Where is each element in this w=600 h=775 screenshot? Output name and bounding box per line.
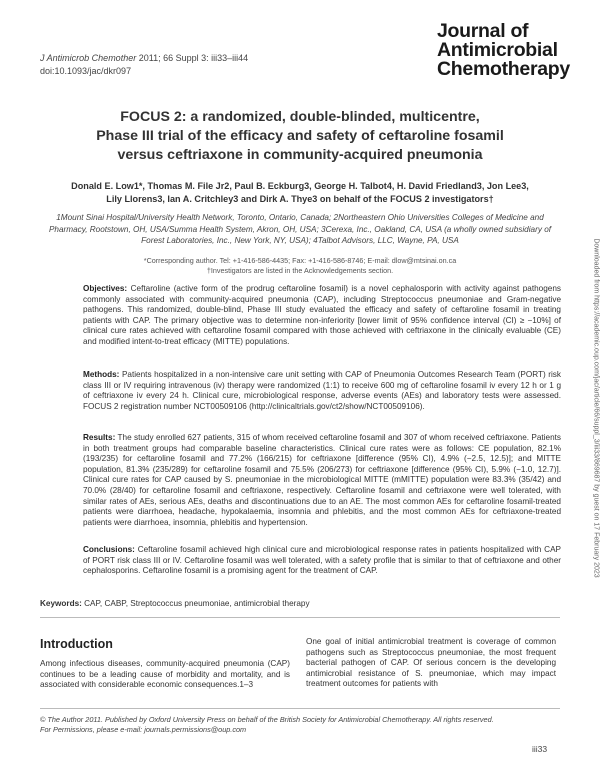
abstract-methods	[83, 370, 561, 412]
intro-left-column: Among infectious diseases, community-acquired pneumonia (CAP) continues to be a leading cause of morbidity and mortality, and is associated with considerable economic consequences.1–3	[40, 659, 290, 690]
journal-abbrev: J Antimicrob Chemother	[40, 53, 137, 63]
section-text: Ceftaroline (active form of the prodrug ceftaroline fosamil) is a novel cephalosporin with activity against pathogens commonly associated with community-acquired pneumonia (CAP), including Streptococcus pneumoniae and Gram-negative pathogens. This randomized, double-blind, Phase III study evaluated the efficacy and safety of ceftaroline fosamil in treating patients with CAP. The primary objective was to determine non-inferiority [lower limit of 95% confidence interval (CI) ≥ −10%] of clinical cure rates achieved with ceftaroline fosamil compared with those achieved with ceftriaxone in the clinically evaluable (CE) and modified intent-to-treat efficacy (MITTE) populations.	[83, 284, 561, 346]
abstract-results	[83, 433, 561, 528]
section-text: The study enrolled 627 patients, 315 of whom received ceftaroline fosamil and 307 of whom received ceftriaxone. Patients in both treatment groups had comparable baseline characteristics. Clinical cure rates were as follows: CE population, 82.1% (193/235) for ceftaroline fosamil and 77.2% (166/215) for ceftriaxone [difference (95% CI), 4.9% (−2.5, 12.5)]; and MITTE population, 81.3% (235/289) for ceftaroline fosamil and 75.5% (206/273) for ceftriaxone [difference (95% CI), 5.9% (−1.0, 12.7)]. Clinical cure rates for CAP caused by S. pneumoniae in the microbiological MITTE (mMITTE) population were 83.3% (35/42) and 70.0% (28/40) for ceftaroline fosamil and ceftriaxone, respectively. Ceftaroline fosamil and ceftriaxone were well tolerated, with similar rates of AEs, serious AEs, deaths and discontinuations due to an AE. The most common AEs for ceftaroline fosamil-treated patients were diarrhoea, headache, hypokalaemia, insomnia and phlebitis, and the most common AEs for ceftriaxone-treated patients were diarrhoea, insomnia, phlebitis and hypertension.	[83, 433, 561, 527]
section-text: Patients hospitalized in a non-intensive care unit setting with CAP of Pneumonia Outcomes Research Team (PORT) risk class III or IV requiring intravenous (iv) therapy were randomized (1:1) to receive 600 mg of ceftaroline fosamil iv every 12 h or 1 g of ceftriaxone iv every 24 h. Clinical cure, microbiological response, adverse events (AEs) and laboratory tests were assessed. FOCUS 2 registration number NCT00509106 (http://clinicaltrials.gov/ct2/show/NCT00509106).	[83, 370, 561, 411]
section-text: Ceftaroline fosamil achieved high clinical cure and microbiological response rates in patients hospitalized with CAP of PORT risk class III or IV. Ceftaroline fosamil was well tolerated, with a safety profile that is similar to that of ceftriaxone and other cephalosporins. Ceftaroline fosamil is a promising agent for the treatment of CAP.	[83, 545, 561, 576]
page-number: iii33	[532, 744, 548, 754]
citation-volume: 2011; 66 Suppl 3: iii33–iii44	[138, 53, 249, 63]
author-line: Lily Llorens3, Ian A. Critchley3 and Dirk A. Thye3 on behalf of the FOCUS 2 investigators†	[106, 194, 494, 204]
section-divider	[40, 617, 560, 618]
keywords-label: Keywords:	[40, 599, 82, 608]
introduction-heading: Introduction	[40, 637, 113, 651]
title-line: FOCUS 2: a randomized, double-blinded, multicentre,	[120, 109, 480, 125]
copyright-footer	[40, 715, 560, 735]
author-line: Donald E. Low1*, Thomas M. File Jr2, Paul B. Eckburg3, George H. Talbot4, H. David Friedland3, Jon Lee3,	[71, 181, 529, 191]
section-label: Conclusions:	[83, 545, 135, 554]
citation	[40, 52, 248, 78]
investigators-note: †Investigators are listed in the Acknowledgements section.	[206, 266, 394, 275]
keywords-text: CAP, CABP, Streptococcus pneumoniae, antimicrobial therapy	[84, 599, 310, 608]
abstract-conclusions	[83, 545, 561, 577]
keywords	[40, 598, 310, 609]
logo-line: Chemotherapy	[437, 58, 570, 80]
section-label: Objectives:	[83, 284, 128, 293]
intro-right-column: One goal of initial antimicrobial treatment is coverage of common pathogens such as Streptococcus pneumoniae, the most frequent bacterial pathogen of CAP. Of serious concern is the developing antimicrobial resistance of S. pneumoniae, which may impact treatment outcomes for patients with	[306, 637, 556, 689]
affiliation-line: Forest Laboratories, Inc., New York, NY, USA); 4Talbot Advisors, LLC, Wayne, PA, USA	[141, 236, 459, 246]
copyright-line: © The Author 2011. Published by Oxford University Press on behalf of the British Society for Antimicrobial Chemotherapy. All rights reserved.	[40, 715, 494, 724]
affiliations	[40, 212, 560, 247]
article-title	[40, 108, 560, 165]
author-list	[40, 180, 560, 206]
journal-logo	[437, 22, 587, 79]
correspondence	[40, 256, 560, 276]
affiliation-line: 1Mount Sinai Hospital/University Health Network, Toronto, Ontario, Canada; 2Northeastern Ohio Universities Colleges of Medicine and	[56, 213, 544, 222]
section-label: Methods:	[83, 370, 120, 379]
affiliation-line: Pharmacy, Rootstown, OH, USA/Summa Health System, Akron, OH, USA; 3Cerexa, Inc., Oakland, CA, USA (a wholly owned subsidiary of	[48, 224, 552, 234]
footer-divider	[40, 708, 560, 709]
doi: doi:10.1093/jac/dkr097	[40, 66, 132, 76]
permissions-line: For Permissions, please e-mail: journals.permissions@oup.com	[40, 725, 247, 734]
download-notice-text: Downloaded from https://academic.oup.com/jac/article/66/suppl_3/iii33/869687 by guest on 17 February 2023	[592, 238, 600, 578]
abstract-objectives	[83, 284, 561, 348]
section-label: Results:	[83, 433, 116, 442]
title-line: Phase III trial of the efficacy and safety of ceftaroline fosamil	[96, 128, 504, 144]
logo-line: Antimicrobial	[437, 39, 558, 61]
title-line: versus ceftriaxone in community-acquired pneumonia	[117, 147, 483, 163]
corresponding-author: *Corresponding author. Tel: +1-416-586-4435; Fax: +1-416-586-8746; E-mail: dlow@mtsinai.on.ca	[143, 256, 457, 265]
logo-line: Journal of	[437, 20, 529, 42]
